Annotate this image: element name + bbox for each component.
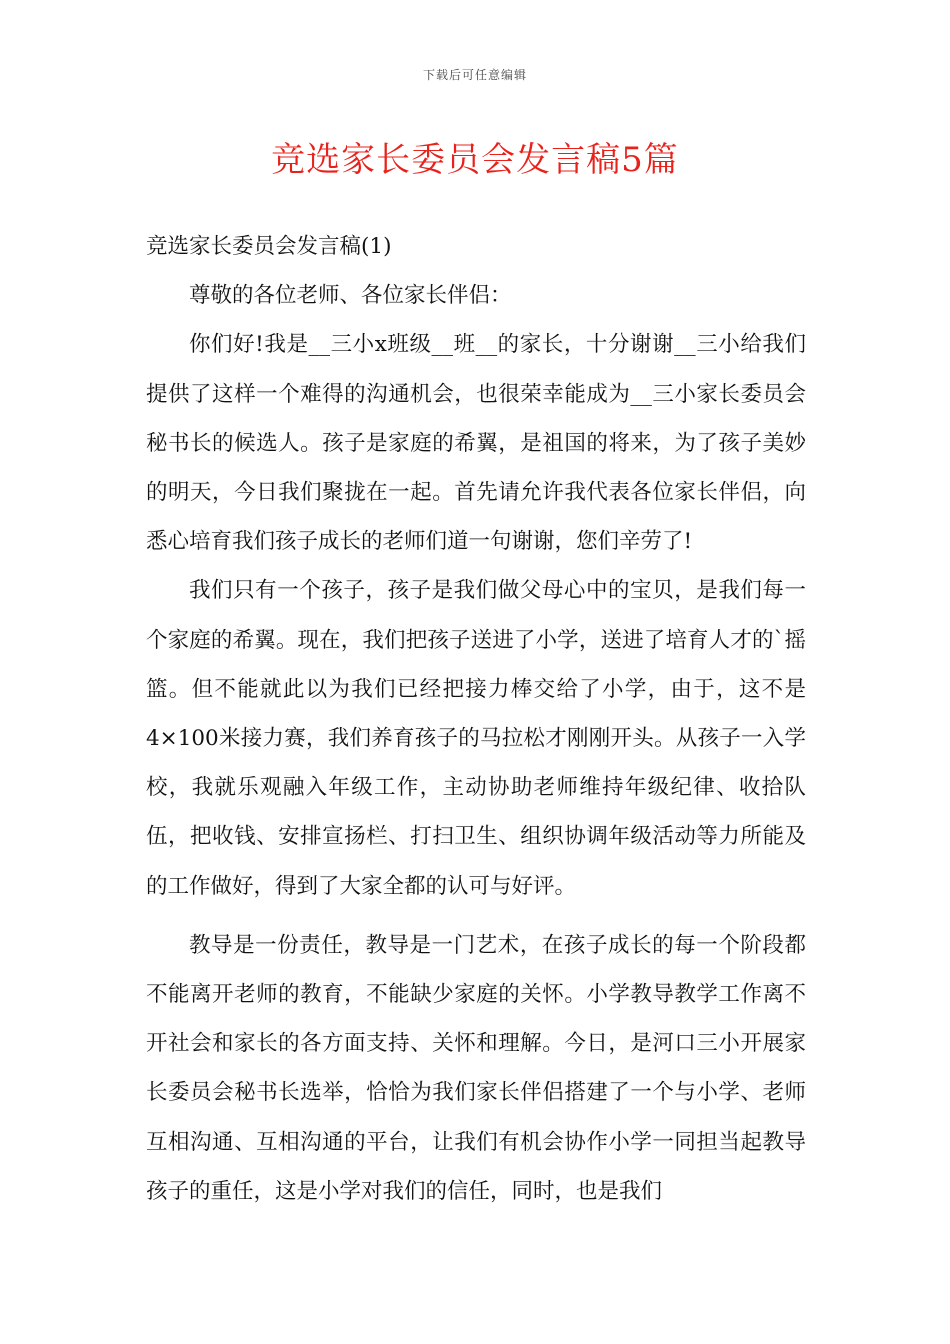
body-paragraph: 你们好!我是__三小x班级__班__的家长，十分谢谢__三小给我们提供了这样一个难得的沟通机会，也很荣幸能成为__三小家长委员会秘书长的候选人。孩子是家庭的希翼，是祖国的将来，为了孩子美妙的明天，今日我们聚拢在一起。首先请允许我代表各位家长伴侣，向悉心培育我们孩子成长的老师们道一句谢谢，您们辛劳了! <box>146 332 806 555</box>
document-title: 竞选家长委员会发言稿5篇 <box>271 140 679 180</box>
body-paragraph: 我们只有一个孩子，孩子是我们做父母心中的宝贝，是我们每一个家庭的希翼。现在，我们把孩子送进了小学，送进了培育人才的`摇篮。但不能就此以为我们已经把接力棒交给了小学，由于，这不是4×100米接力赛，我们养育孩子的马拉松才刚刚开头。从孩子一入学校，我就乐观融入年级工作，主动协助老师维持年级纪律、收拾队伍，把收钱、安排宣扬栏、打扫卫生、组织协调年级活动等力所能及的工作做好，得到了大家全都的认可与好评。 <box>146 578 806 899</box>
page-header-note: 下载后可任意编辑 <box>422 68 527 82</box>
document-body <box>146 222 806 1216</box>
salutation-paragraph: 尊敬的各位老师、各位家长伴侣： <box>189 283 512 309</box>
body-paragraph: 教导是一份责任，教导是一门艺术，在孩子成长的每一个阶段都不能离开老师的教育，不能缺少家庭的关怀。小学教导教学工作离不开社会和家长的各方面支持、关怀和理解。今日，是河口三小开展家长委员会秘书长选举，恰恰为我们家长伴侣搭建了一个与小学、老师互相沟通、互相沟通的平台，让我们有机会协作小学一同担当起教导孩子的重任，这是小学对我们的信任，同时，也是我们 <box>146 932 806 1204</box>
section-heading: 竞选家长委员会发言稿(1) <box>146 234 392 259</box>
